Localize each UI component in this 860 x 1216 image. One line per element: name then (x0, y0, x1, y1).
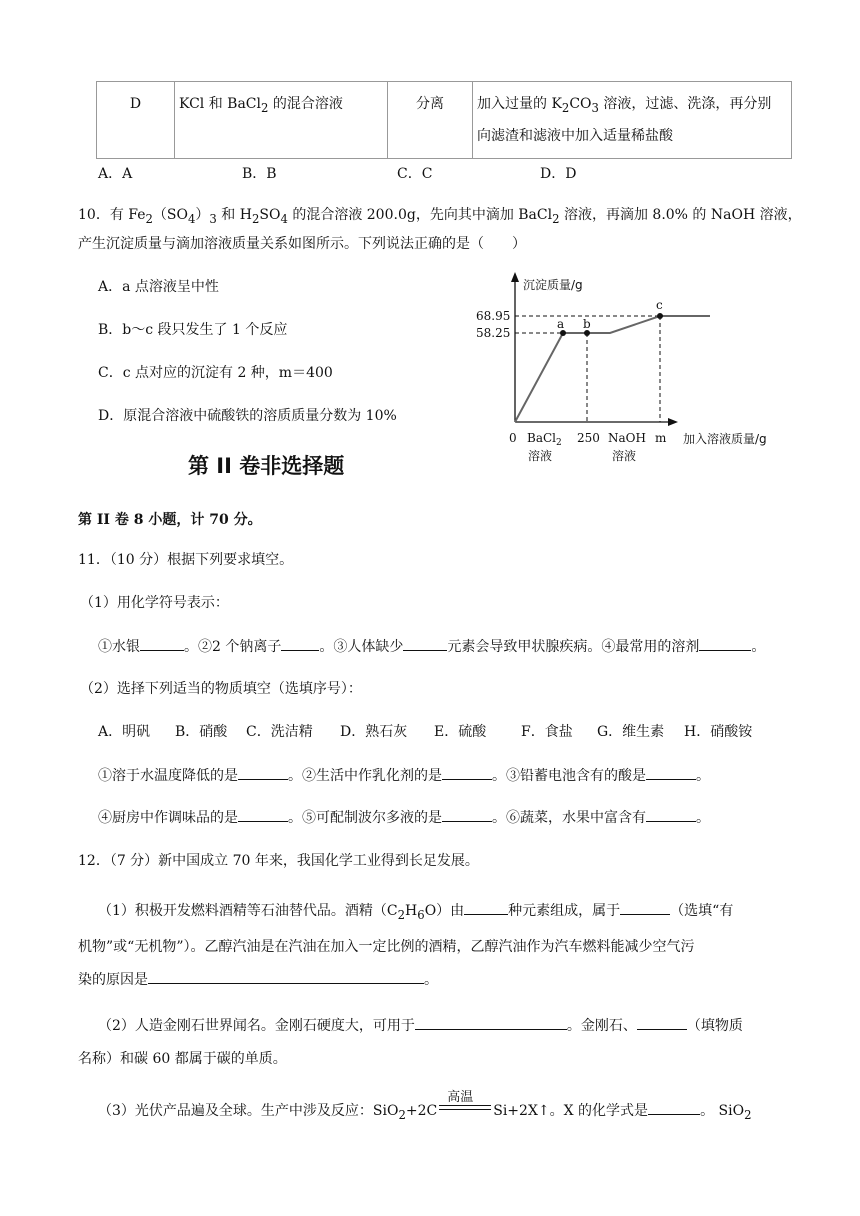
row-purpose: 分离 (388, 82, 473, 159)
choice-h: H．硝酸铵 (684, 724, 753, 740)
choice-e: E．硫酸 (434, 724, 487, 740)
answer-blank[interactable] (637, 1015, 687, 1030)
choice-d: D．熟石灰 (340, 724, 408, 740)
precipitate-curve (515, 316, 710, 422)
answer-blank[interactable] (646, 765, 696, 780)
answer-blank[interactable] (620, 900, 670, 915)
answer-blank[interactable] (648, 1100, 700, 1115)
answer-blank[interactable] (442, 807, 492, 822)
q9-option-a: A．A (98, 166, 133, 182)
q12-p1-line1: （1）积极开发燃料酒精等石油替代品。酒精$(C_2H_6O)$由 种元素组成，属于 （选填“有 (98, 900, 733, 922)
point-b-label: b (583, 317, 591, 331)
x-seg-a-line2: 溶液 (528, 449, 553, 463)
point-c (657, 313, 663, 319)
row-mixture: KCl 和 BaCl$_2$ 的混合溶液 (175, 82, 388, 159)
q9-option-c: C．C (397, 166, 433, 182)
q9-option-d: D．D (540, 166, 577, 182)
answer-blank[interactable] (148, 969, 424, 984)
q9-option-b: B．B (242, 166, 277, 182)
q10-stem-line2: 产生沉淀质量与滴加溶液质量关系如图所示。下列说法正确的是（ ） (78, 236, 526, 252)
row-label: D (97, 82, 175, 159)
point-a-label: a (557, 317, 565, 331)
choice-f: F．食盐 (521, 724, 573, 740)
answer-blank[interactable] (281, 636, 319, 651)
choice-g: G．维生素 (597, 724, 665, 740)
section-title: 第 II 卷非选择题 (188, 454, 345, 478)
answer-blank[interactable] (646, 807, 696, 822)
q11-row1: ①溶于水温度降低的是 。②生活中作乳化剂的是 。③铅蓄电池含有的酸是 。 (98, 765, 710, 785)
answer-blank[interactable] (238, 765, 288, 780)
q12-stem: 12．（7 分）新中国成立 70 年来，我国化学工业得到长足发展。 (78, 853, 479, 869)
q11-stem: 11．（10 分）根据下列要求填空。 (78, 552, 294, 568)
x-axis-label: 加入溶液质量/g (683, 432, 767, 446)
table-row (97, 82, 792, 159)
reaction-condition: 高温 (439, 1101, 491, 1115)
choice-b: B．硝酸 (175, 724, 228, 740)
q12-p2-line2: 名称）和碳 60 都属于碳的单质。 (78, 1051, 287, 1067)
q11-part1: （1）用化学符号表示： (80, 595, 229, 611)
origin-label: 0 (509, 431, 517, 445)
answer-blank[interactable] (442, 765, 492, 780)
y-tick-68.95: 68.95 (476, 309, 511, 323)
q10-stem: 10．有 $Fe_2(SO_4)_3$ 和 $H_2SO_4$ 的混合溶液 200.0g，先向其中滴加 BaCl$_2$ 溶液，再滴加 8.0% 的 NaOH 溶液， (78, 207, 802, 226)
row-method: 加入过量的 $K_2CO_3$ 溶液，过滤、洗涤，再分别 向滤渣和滤液中加入适量稀盐酸 (473, 82, 792, 159)
q10-option-d: D．原混合溶液中硫酸铁的溶质质量分数为 10% (98, 408, 397, 424)
choice-a: A．明矾 (98, 724, 151, 740)
answer-blank[interactable] (464, 900, 508, 915)
x-axis-arrow-icon (668, 418, 678, 426)
x-seg-b-line2: 溶液 (612, 449, 637, 463)
precipitate-graph (470, 268, 800, 473)
q10-option-b: B．b～c 段只发生了 1 个反应 (98, 322, 288, 338)
section-subtitle: 第 II 卷 8 小题，计 70 分。 (78, 512, 262, 528)
choice-c: C．洗洁精 (246, 724, 313, 740)
q11-part2: （2）选择下列适当的物质填空（选填序号）： (80, 681, 362, 697)
x-tick-m: m (655, 431, 667, 445)
answer-blank[interactable] (238, 807, 288, 822)
x-tick-250: 250 (577, 431, 600, 445)
options-table (96, 81, 792, 159)
point-c-label: c (656, 298, 663, 312)
answer-blank[interactable] (403, 636, 447, 651)
y-axis-label: 沉淀质量/g (523, 278, 583, 292)
q12-p3-line1: （3）光伏产品遍及全球。生产中涉及反应：SiO$_2$+2C 高温 Si+2X↑。X 的化学式是 。 SiO$_2$ (98, 1090, 752, 1122)
answer-blank[interactable] (415, 1015, 567, 1030)
x-seg-b-label: NaOH (608, 431, 646, 445)
q12-p2-line1: （2）人造金刚石世界闻名。金刚石硬度大，可用于 。金刚石、 （填物质 (98, 1015, 743, 1035)
y-axis-arrow-icon (511, 272, 519, 282)
y-tick-58.25: 58.25 (476, 326, 511, 340)
q12-p1-line2: 机物”或“无机物”）。乙醇汽油是在汽油在加入一定比例的酒精，乙醇汽油作为汽车燃料能减少空气污 (78, 939, 695, 955)
q11-part1-items: ①水银 。②2 个钠离子 。③人体缺少 元素会导致甲状腺疾病。④最常用的溶剂 。 (98, 636, 765, 656)
answer-blank[interactable] (699, 636, 751, 651)
q11-row2: ④厨房中作调味品的是 。⑤可配制波尔多液的是 。⑥蔬菜，水果中富含有 。 (98, 807, 710, 827)
x-seg-a-label: BaCl$_2$ (527, 431, 562, 448)
q10-option-a: A．a 点溶液呈中性 (98, 279, 219, 295)
q12-p1-line3: 染的原因是 。 (78, 969, 438, 989)
answer-blank[interactable] (140, 636, 184, 651)
q10-option-c: C．c 点对应的沉淀有 2 种，m＝400 (98, 365, 333, 381)
